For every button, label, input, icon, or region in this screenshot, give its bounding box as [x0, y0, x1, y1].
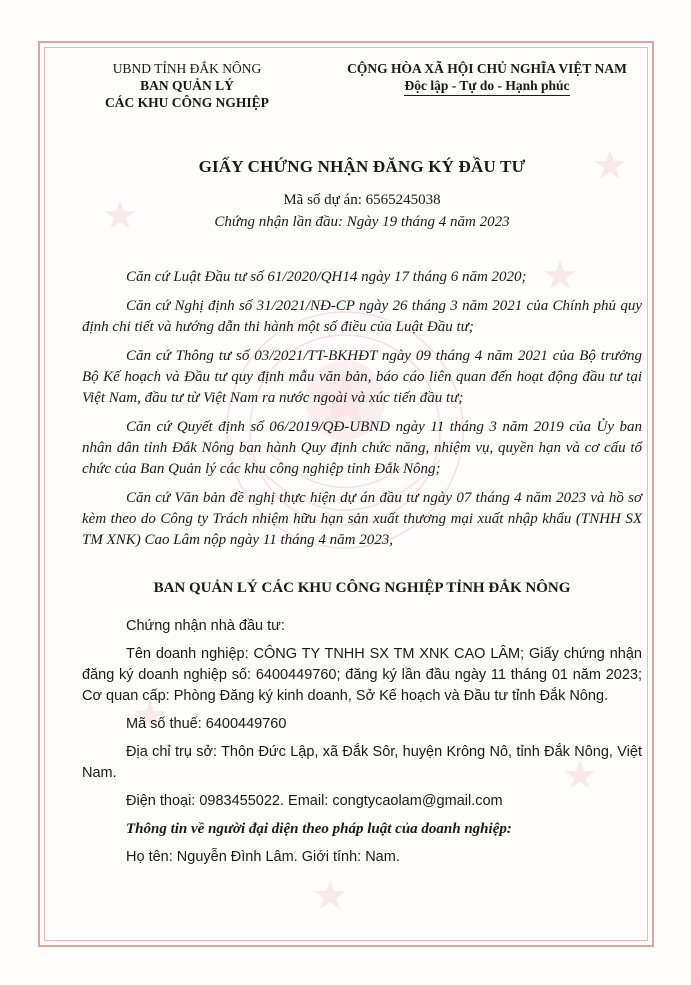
first-certification-date: Chứng nhận lần đầu: Ngày 19 tháng 4 năm 2023 [214, 214, 510, 230]
legal-basis-item: Căn cứ Thông tư số 03/2021/TT-BKHĐT ngày 09 tháng 4 năm 2021 của Bộ trưởng Bộ Kế hoạch và Đầu tư quy định mẫu văn bản, báo cáo liên quan đến hoạt động đầu tư tại Việt Nam, đầu tư từ Việt Nam ra nước ngoài và xúc tiến đầu tư; [82, 348, 642, 406]
legal-bases [82, 267, 642, 559]
investor-section [82, 616, 642, 875]
document-header [82, 60, 642, 126]
tax-code: Mã số thuế: 6400449760 [126, 716, 287, 732]
agency-name-line2: CÁC KHU CÔNG NGHIỆP [105, 95, 269, 110]
agency-name-line1: BAN QUẢN LÝ [140, 78, 234, 93]
national-title: CỘNG HÒA XÃ HỘI CHỦ NGHĨA VIỆT NAM [347, 61, 627, 76]
legal-basis-item: Căn cứ Luật Đầu tư số 61/2020/QH14 ngày 17 tháng 6 năm 2020; [126, 269, 527, 285]
national-title-block [322, 60, 652, 96]
legal-basis-item: Căn cứ Văn bản đề nghị thực hiện dự án đầu tư ngày 07 tháng 4 năm 2023 và hồ sơ kèm theo do Công ty Trách nhiệm hữu hạn sản xuất thương mại xuất nhập khẩu (TNHH SX TM XNK) Cao Lâm nộp ngày 11 tháng 4 năm 2023, [82, 490, 642, 548]
contact-info: Điện thoại: 0983455022. Email: congtycaolam@gmail.com [126, 793, 503, 809]
legal-representative-heading: Thông tin về người đại diện theo pháp luật của doanh nghiệp: [126, 821, 512, 837]
company-details: Tên doanh nghiệp: CÔNG TY TNHH SX TM XNK CAO LÂM; Giấy chứng nhận đăng ký doanh nghiệp số: 6400449760; đăng ký lần đầu ngày 11 tháng 01 năm 2023; Cơ quan cấp: Phòng Đăng ký kinh doanh, Sở Kế hoạch và Đầu tư tỉnh Đắk Nông. [82, 646, 642, 704]
issuing-agency-block [82, 60, 292, 111]
project-code: Mã số dự án: 6565245038 [283, 192, 441, 208]
agency-parent: UBND TỈNH ĐẮK NÔNG [112, 61, 262, 76]
legal-basis-item: Căn cứ Quyết định số 06/2019/QĐ-UBND ngày 11 tháng 3 năm 2019 của Ủy ban nhân dân tỉnh Đắk Nông ban hành Quy định chức năng, nhiệm vụ, quyền hạn và cơ cấu tổ chức của Ban Quản lý các khu công nghiệp tỉnh Đắk Nông; [82, 419, 642, 477]
legal-representative-name: Họ tên: Nguyễn Đình Lâm. Giới tính: Nam. [126, 849, 400, 865]
document-title: GIẤY CHỨNG NHẬN ĐĂNG KÝ ĐẦU TƯ [198, 157, 526, 176]
legal-basis-item: Căn cứ Nghị định số 31/2021/NĐ-CP ngày 26 tháng 3 năm 2021 của Chính phủ quy định chi tiết và hướng dẫn thi hành một số điều của Luật Đầu tư; [82, 298, 642, 335]
head-office-address: Địa chỉ trụ sở: Thôn Đức Lập, xã Đắk Sôr, huyện Krông Nô, tỉnh Đắk Nông, Việt Nam. [82, 744, 642, 781]
issuing-organization-heading: BAN QUẢN LÝ CÁC KHU CÔNG NGHIỆP TỈNH ĐẮK NÔNG [153, 580, 571, 596]
national-motto: Độc lập - Tự do - Hạnh phúc [404, 77, 569, 96]
document-content [82, 60, 642, 865]
investor-intro: Chứng nhận nhà đầu tư: [126, 618, 285, 634]
